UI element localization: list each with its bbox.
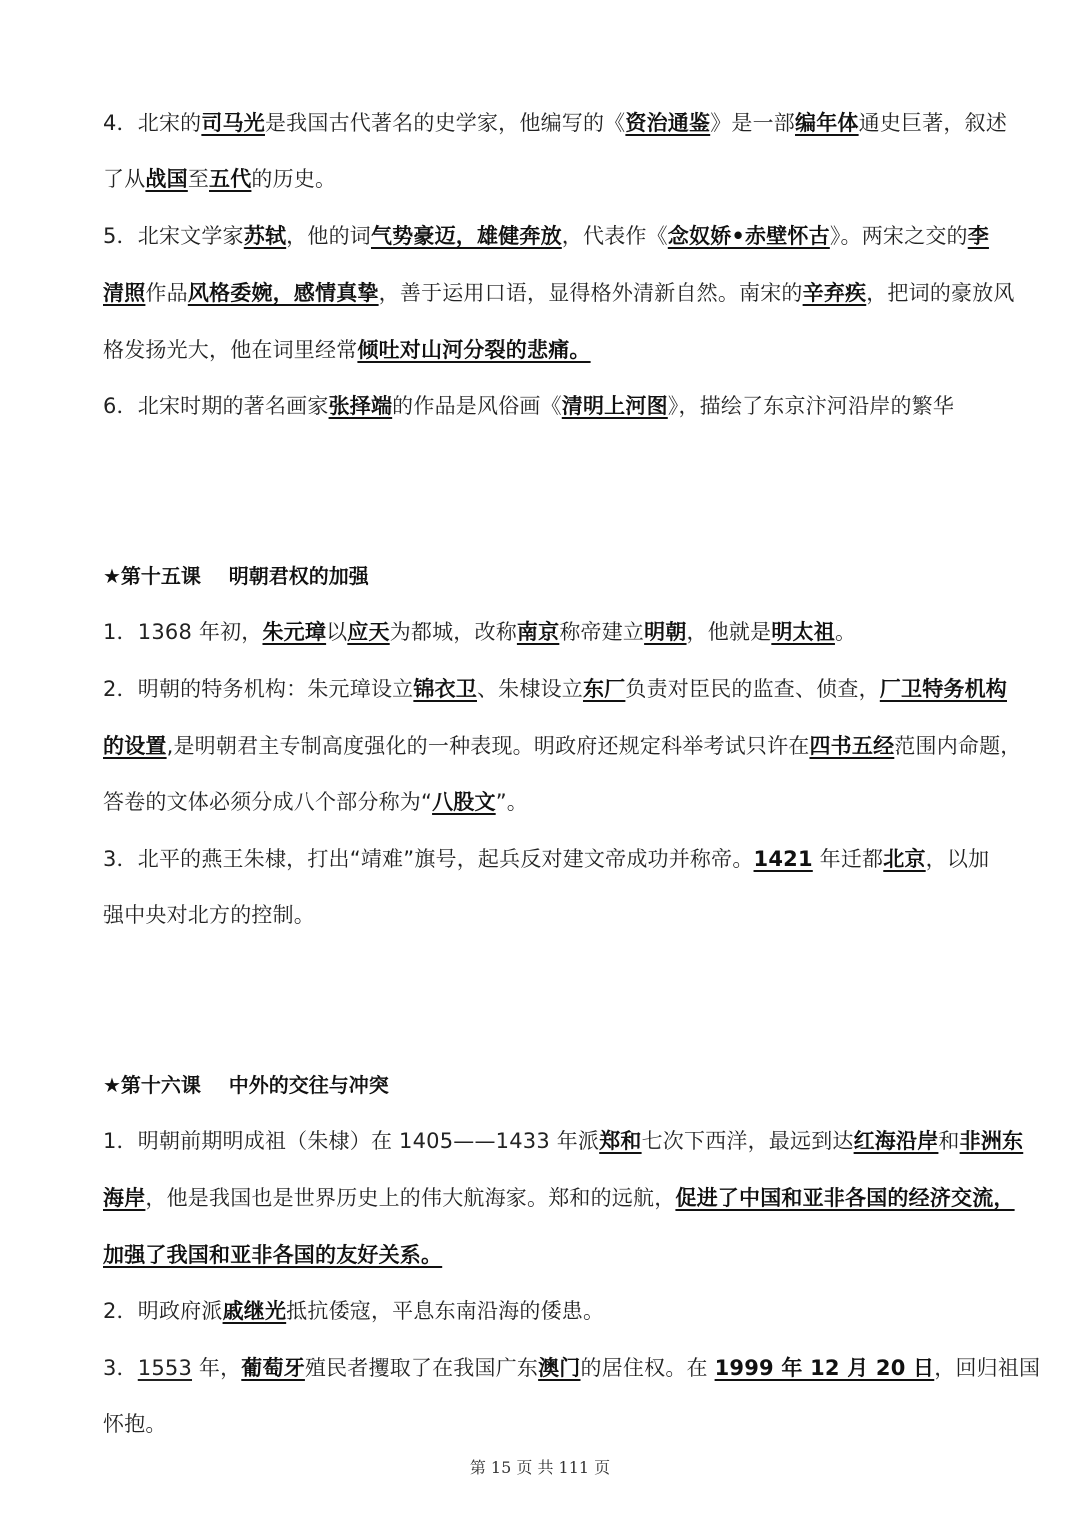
key-term: 的设置 bbox=[103, 734, 167, 758]
key-term: 加强了我国和亚非各国的友好关系。 bbox=[103, 1243, 443, 1267]
key-term: 倾吐对山河分裂的悲痛。 bbox=[357, 338, 591, 362]
text-segment: 》。两宋之交的 bbox=[829, 224, 968, 248]
text-segment: 为都城，改称 bbox=[389, 620, 517, 644]
key-term: 澳门 bbox=[538, 1356, 581, 1380]
key-term: 1421 bbox=[753, 847, 813, 871]
text-segment: 2．明朝的特务机构：朱元璋设立 bbox=[103, 677, 414, 701]
key-term: 司马光 bbox=[201, 111, 265, 135]
key-term: 北京 bbox=[883, 847, 926, 871]
key-term: 战国 bbox=[145, 167, 188, 191]
key-term: 促进了中国和亚非各国的经济交流， bbox=[675, 1186, 1015, 1210]
key-term: 郑和 bbox=[599, 1129, 642, 1153]
text-segment: 了从 bbox=[103, 167, 146, 191]
key-term: 葡萄牙 bbox=[241, 1356, 305, 1380]
lesson-16-heading: ★第十六课 中外的交往与冲突 bbox=[103, 1073, 389, 1097]
key-term: 戚继光 bbox=[222, 1299, 287, 1323]
text-segment: 》，描绘了东京汴河沿岸的繁华 bbox=[667, 394, 955, 418]
text-line bbox=[103, 844, 1032, 874]
key-term: 念奴娇•赤壁怀古 bbox=[667, 224, 830, 248]
key-term: 厂卫特务机构 bbox=[879, 677, 1007, 701]
key-term: 清明上河图 bbox=[561, 394, 668, 418]
text-segment: 的作品是风俗画《 bbox=[392, 394, 562, 418]
text-line bbox=[103, 900, 1032, 930]
text-line bbox=[103, 1296, 1032, 1326]
key-term: 锦衣卫 bbox=[413, 677, 477, 701]
text-line bbox=[103, 1126, 1032, 1156]
key-term: 1999 年 12 月 20 日 bbox=[714, 1356, 935, 1380]
text-segment: 5．北宋文学家 bbox=[103, 224, 244, 248]
text-segment: 以 bbox=[326, 620, 348, 644]
key-term: 气势豪迈，雄健奔放 bbox=[370, 224, 562, 248]
page-footer: 第 15 页 共 111 页 bbox=[469, 1458, 611, 1477]
text-line bbox=[103, 164, 1032, 194]
text-line bbox=[103, 617, 1032, 647]
underlined-text: 1553 bbox=[137, 1356, 193, 1380]
text-segment: 是我国古代著名的史学家，他编写的《 bbox=[264, 111, 626, 135]
text-segment: 3． bbox=[103, 1356, 138, 1380]
key-term: 辛弃疾 bbox=[802, 281, 867, 305]
text-segment: 强中央对北方的控制。 bbox=[103, 903, 315, 927]
text-line bbox=[103, 1409, 1032, 1439]
text-segment: 七次下西洋，最远到达 bbox=[641, 1129, 854, 1153]
text-line bbox=[103, 278, 1032, 308]
text-line bbox=[103, 787, 1032, 817]
text-segment: 1．1368 年初， bbox=[103, 620, 263, 644]
text-segment: 和 bbox=[938, 1129, 960, 1153]
text-segment: 的历史。 bbox=[251, 167, 337, 191]
key-term: 东厂 bbox=[582, 677, 626, 701]
text-segment: 殖民者攫取了在我国广东 bbox=[304, 1356, 539, 1380]
text-segment: 》是一部 bbox=[710, 111, 796, 135]
text-segment: ，他是我国也是世界历史上的伟大航海家。郑和的远航， bbox=[145, 1186, 676, 1210]
key-term: 资治通鉴 bbox=[625, 111, 711, 135]
key-term: 五代 bbox=[209, 167, 252, 191]
text-line bbox=[103, 108, 1032, 138]
text-segment: ，善于运用口语，显得格外清新自然。南宋的 bbox=[378, 281, 803, 305]
key-term: 清照 bbox=[103, 281, 146, 305]
key-term: 风格委婉，感情真挚 bbox=[187, 281, 379, 305]
text-segment: ，回归祖国 bbox=[934, 1356, 1041, 1380]
text-segment: 2．明政府派 bbox=[103, 1299, 223, 1323]
text-line bbox=[103, 1353, 1041, 1383]
text-segment: 1．明朝前期明成祖（朱棣）在 1405——1433 年派 bbox=[103, 1129, 600, 1153]
text-segment: 抵抗倭寇，平息东南沿海的倭患。 bbox=[286, 1299, 605, 1323]
text-segment: 怀抱。 bbox=[103, 1412, 167, 1436]
text-segment: 格发扬光大，他在词里经常 bbox=[103, 338, 358, 362]
text-segment: ，把词的豪放风 bbox=[866, 281, 1015, 305]
text-line bbox=[103, 1183, 1032, 1213]
text-segment: 称帝建立 bbox=[559, 620, 645, 644]
text-segment: ，代表作《 bbox=[561, 224, 668, 248]
text-segment: 作品 bbox=[145, 281, 188, 305]
text-segment: ，以加 bbox=[925, 847, 990, 871]
text-segment: ,是明朝君主专制高度强化的一种表现。明政府还规定科举考试只许在 bbox=[166, 734, 810, 758]
key-term: 应天 bbox=[347, 620, 390, 644]
text-segment: 通史巨著，叙述 bbox=[858, 111, 1008, 135]
text-segment: 。 bbox=[834, 620, 857, 644]
text-segment: ，他就是 bbox=[686, 620, 772, 644]
text-segment: 至 bbox=[187, 167, 210, 191]
key-term: 红海沿岸 bbox=[853, 1129, 939, 1153]
text-segment: 范围内命题， bbox=[894, 734, 1022, 758]
text-segment: 负责对臣民的监查、侦查， bbox=[625, 677, 880, 701]
text-segment: 3．北平的燕王朱棣，打出“靖难”旗号，起兵反对建文帝成功并称帝。 bbox=[103, 847, 754, 871]
text-line bbox=[103, 391, 1032, 421]
key-term: 苏轼 bbox=[243, 224, 287, 248]
key-term: 南京 bbox=[516, 620, 560, 644]
text-segment: 年迁都 bbox=[812, 847, 884, 871]
key-term: 编年体 bbox=[795, 111, 859, 135]
text-segment: 6．北宋时期的著名画家 bbox=[103, 394, 329, 418]
key-term: 八股文 bbox=[432, 790, 496, 814]
key-term: 朱元璋 bbox=[262, 620, 327, 644]
text-segment: 4．北宋的 bbox=[103, 111, 202, 135]
key-term: 四书五经 bbox=[809, 734, 895, 758]
text-line bbox=[103, 1240, 1032, 1270]
text-segment: ”。 bbox=[495, 790, 528, 814]
key-term: 李 bbox=[967, 224, 989, 248]
text-line bbox=[103, 731, 1032, 761]
text-line bbox=[103, 335, 1032, 365]
key-term: 非洲东 bbox=[959, 1129, 1024, 1153]
text-segment: ，他的词 bbox=[286, 224, 371, 248]
lesson-15-heading: ★第十五课 明朝君权的加强 bbox=[103, 564, 369, 588]
text-segment: 年， bbox=[192, 1356, 242, 1380]
text-line bbox=[103, 221, 1032, 251]
text-segment: 答卷的文体必须分成八个部分称为“ bbox=[103, 790, 433, 814]
text-segment: 的居住权。在 bbox=[580, 1356, 715, 1380]
text-segment: 、朱棣设立 bbox=[476, 677, 583, 701]
text-line bbox=[103, 674, 1032, 704]
key-term: 张择端 bbox=[328, 394, 393, 418]
key-term: 明太祖 bbox=[771, 620, 835, 644]
key-term: 海岸 bbox=[103, 1186, 146, 1210]
key-term: 明朝 bbox=[644, 620, 687, 644]
